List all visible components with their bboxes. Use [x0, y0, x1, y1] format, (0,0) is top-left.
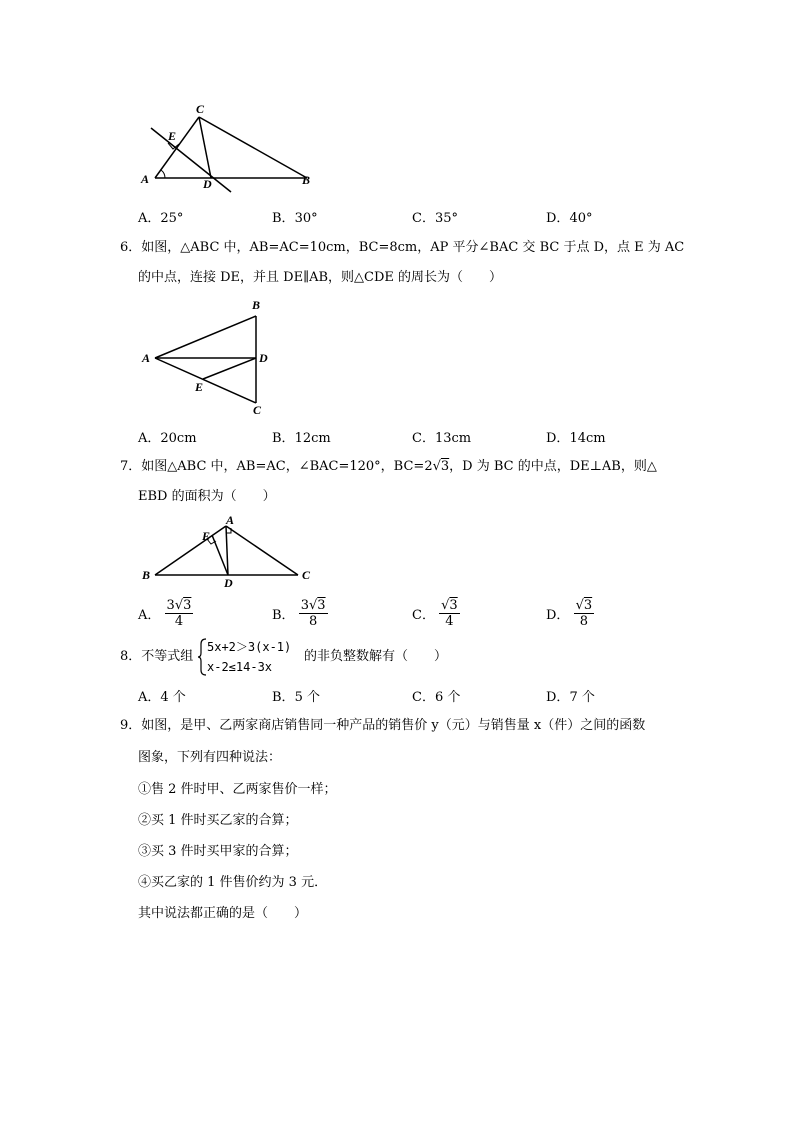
q8-option-b[interactable]: B．5 个	[272, 690, 320, 705]
q8-inequality-2: x-2≤14-3x	[207, 660, 273, 674]
q9-statement-1: ①售 2 件时甲、乙两家售价一样；	[138, 782, 337, 797]
q9-text-line-1: 9．如图，是甲、乙两家商店销售同一种产品的销售价 y（元）与销售量 x（件）之间的函数	[120, 718, 646, 733]
q7-option-d[interactable]: D． $\frac{√3}{8}$	[546, 598, 593, 629]
label-b: B	[142, 568, 151, 582]
label-d: D	[203, 177, 212, 191]
line-ed	[151, 128, 231, 192]
label-c: C	[196, 102, 205, 116]
label-a: A	[141, 172, 150, 186]
segment-ed	[212, 535, 228, 575]
q8-prefix: 8．不等式组	[120, 649, 194, 664]
q6-text-line-1: 6．如图，△ABC 中，AB=AC=10cm，BC=8cm，AP 平分∠BAC 交 BC 于点 D，点 E 为 AC	[120, 240, 685, 255]
brace-icon	[197, 638, 207, 676]
q9-statement-2: ②买 1 件时买乙家的合算；	[138, 813, 298, 828]
label-d: D	[224, 576, 233, 590]
q8-option-c[interactable]: C．6 个	[412, 690, 461, 705]
q7-radicand: 3	[440, 459, 450, 474]
q9-question: 其中说法都正确的是（ ）	[138, 906, 308, 921]
segment-ba	[155, 526, 226, 575]
label-c: C	[302, 568, 311, 582]
q5-figure	[135, 100, 325, 195]
q6-figure	[135, 295, 285, 420]
label-e: E	[202, 529, 211, 543]
q5-option-c[interactable]: C．35°	[412, 211, 458, 226]
angle-mark-a	[161, 170, 165, 178]
q7-figure	[135, 513, 325, 593]
q6-option-b[interactable]: B．12cm	[272, 431, 331, 446]
q8-suffix: 的非负整数解有（ ）	[304, 649, 448, 664]
q7-option-c[interactable]: C． $\frac{√3}{4}$	[412, 598, 458, 629]
label-a: A	[226, 513, 235, 527]
label-b: B	[302, 173, 311, 187]
label-b: B	[252, 298, 261, 312]
segment-cd	[199, 117, 211, 178]
segment-ac	[155, 117, 199, 178]
q9-statement-4: ④买乙家的 1 件售价约为 3 元．	[138, 875, 328, 890]
q6-option-a[interactable]: A．20cm	[138, 431, 197, 446]
q7-option-b[interactable]: B． $\frac{3√3}{8}$	[272, 598, 326, 629]
q5-option-b[interactable]: B．30°	[272, 211, 318, 226]
label-a: A	[142, 351, 151, 365]
label-d: D	[259, 351, 268, 365]
q8-inequality-1: 5x+2＞3(x-1)	[207, 640, 292, 654]
q7-text-line-2: EBD 的面积为（ ）	[138, 489, 276, 504]
q7-text-line-1: 7．如图△ABC 中，AB=AC，∠BAC=120°，BC=2√3，D 为 BC 的中点，DE⊥AB，则△	[120, 459, 657, 474]
label-c: C	[253, 403, 262, 417]
segment-ab	[155, 316, 256, 358]
segment-ac	[226, 526, 298, 575]
segment-ed	[203, 358, 256, 379]
segment-cb	[199, 117, 307, 178]
q6-option-d[interactable]: D．14cm	[546, 431, 606, 446]
q9-statement-3: ③买 3 件时买甲家的合算；	[138, 844, 298, 859]
q5-option-d[interactable]: D．40°	[546, 211, 593, 226]
q6-option-c[interactable]: C．13cm	[412, 431, 472, 446]
q7-option-a[interactable]: A． $\frac{3√3}{4}$	[138, 598, 192, 629]
label-e: E	[168, 129, 177, 143]
label-e: E	[195, 380, 204, 394]
q8-option-d[interactable]: D．7 个	[546, 690, 595, 705]
q5-option-a[interactable]: A．25°	[138, 211, 184, 226]
q9-text-line-2: 图象，下列有四种说法：	[138, 750, 282, 765]
q6-text-line-2: 的中点，连接 DE，并且 DE∥AB，则△CDE 的周长为（ ）	[138, 270, 503, 285]
q8-option-a[interactable]: A．4 个	[138, 690, 186, 705]
